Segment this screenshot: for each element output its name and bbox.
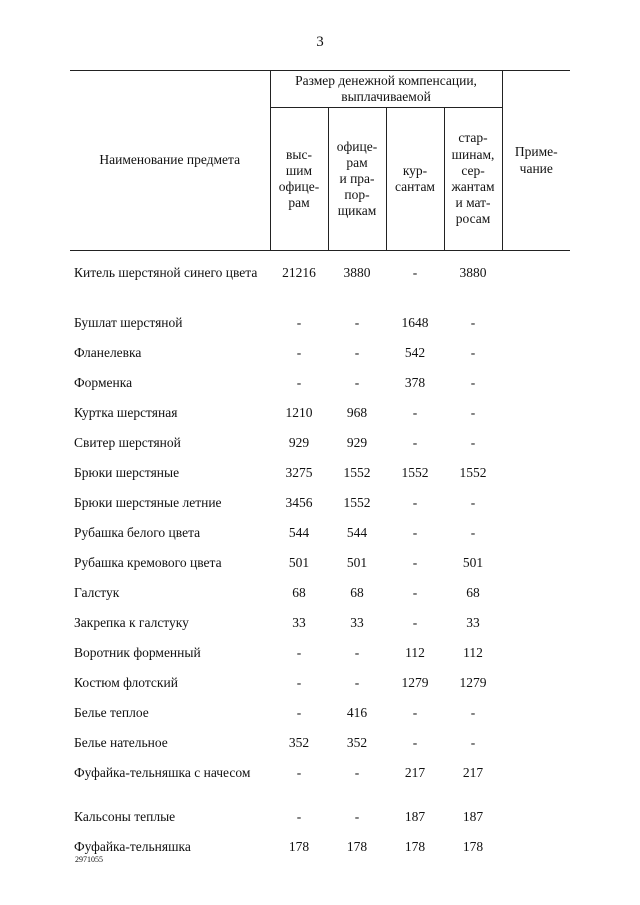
header-cadets: кур- сантам — [386, 108, 444, 251]
value-cell: - — [470, 315, 476, 330]
table-body — [70, 251, 570, 870]
note-cell — [502, 585, 570, 615]
item-name: Свитер шерстяной — [74, 435, 181, 450]
value-cell: 112 — [405, 645, 425, 660]
item-name: Бушлат шерстяной — [74, 315, 183, 330]
document-code: 2971055 — [75, 855, 103, 864]
table-row — [70, 809, 570, 839]
table-row — [70, 839, 570, 869]
value-cell: - — [354, 645, 360, 660]
value-cell: - — [354, 375, 360, 390]
value-cell: 416 — [346, 705, 368, 720]
note-cell — [502, 555, 570, 585]
value-cell: - — [412, 405, 418, 420]
value-cell: - — [470, 705, 476, 720]
value-cell: 1552 — [401, 465, 429, 480]
value-cell: - — [354, 675, 360, 690]
item-name: Закрепка к галстуку — [74, 615, 189, 630]
item-name: Фуфайка-тельняшка — [74, 839, 191, 854]
note-cell — [502, 645, 570, 675]
value-cell: - — [412, 705, 418, 720]
value-cell: 217 — [462, 765, 484, 780]
value-cell: - — [354, 765, 360, 780]
header-compensation-group: Размер денежной компенсации, выплачиваемой — [270, 71, 502, 108]
value-cell: 3880 — [343, 265, 371, 280]
header-item-name: Наименование предмета — [70, 71, 270, 251]
table-row — [70, 345, 570, 375]
item-name: Рубашка белого цвета — [74, 525, 201, 540]
note-cell — [502, 615, 570, 645]
value-cell: - — [412, 735, 418, 750]
value-cell: 929 — [346, 435, 368, 450]
table-row — [70, 375, 570, 405]
item-name: Куртка шерстяная — [74, 405, 178, 420]
item-name: Кальсоны теплые — [74, 809, 176, 824]
value-cell: - — [296, 375, 302, 390]
value-cell: 501 — [346, 555, 368, 570]
value-cell: - — [296, 675, 302, 690]
value-cell: - — [470, 375, 476, 390]
item-name: Белье нательное — [74, 735, 168, 750]
table-row — [70, 645, 570, 675]
value-cell: - — [412, 495, 418, 510]
table-row — [70, 495, 570, 525]
value-cell: - — [296, 765, 302, 780]
note-cell — [502, 405, 570, 435]
item-name: Китель шерстяной синего цвета — [74, 265, 258, 280]
note-cell — [502, 465, 570, 495]
value-cell: - — [296, 645, 302, 660]
table-row — [70, 315, 570, 345]
value-cell: 178 — [462, 839, 484, 854]
table-row — [70, 765, 570, 809]
value-cell: 1279 — [459, 675, 487, 690]
value-cell: 544 — [346, 525, 368, 540]
item-name: Брюки шерстяные — [74, 465, 180, 480]
value-cell: - — [412, 435, 418, 450]
table-row — [70, 555, 570, 585]
value-cell: 217 — [404, 765, 426, 780]
value-cell: 178 — [404, 839, 426, 854]
note-cell — [502, 435, 570, 465]
value-cell: - — [354, 315, 360, 330]
item-name: Костюм флотский — [74, 675, 178, 690]
value-cell: - — [412, 615, 418, 630]
table-row — [70, 675, 570, 705]
note-cell — [502, 839, 570, 869]
note-cell — [502, 765, 570, 809]
table-row — [70, 435, 570, 465]
note-cell — [502, 345, 570, 375]
value-cell: - — [412, 525, 418, 540]
note-cell — [502, 525, 570, 555]
value-cell: - — [354, 345, 360, 360]
item-name: Форменка — [74, 375, 133, 390]
value-cell: - — [354, 809, 360, 824]
value-cell: 542 — [404, 345, 426, 360]
value-cell: 33 — [292, 615, 306, 630]
value-cell: 112 — [463, 645, 483, 660]
value-cell: - — [412, 585, 418, 600]
value-cell: - — [470, 735, 476, 750]
value-cell: 1552 — [343, 465, 371, 480]
value-cell: 378 — [404, 375, 426, 390]
value-cell: 501 — [462, 555, 484, 570]
page-number: 3 — [316, 34, 324, 50]
value-cell: 33 — [350, 615, 364, 630]
header-officers-warrant: офице- рам и пра- пор- щикам — [328, 108, 386, 251]
value-cell: - — [296, 705, 302, 720]
value-cell: - — [470, 525, 476, 540]
value-cell: 352 — [346, 735, 368, 750]
note-cell — [502, 495, 570, 525]
note-cell — [502, 375, 570, 405]
value-cell: 68 — [350, 585, 364, 600]
table-row — [70, 705, 570, 735]
value-cell: 1552 — [459, 465, 487, 480]
item-name: Фуфайка-тельняшка с начесом — [74, 765, 251, 780]
table-row — [70, 525, 570, 555]
compensation-table — [70, 70, 570, 869]
value-cell: 544 — [288, 525, 310, 540]
value-cell: 352 — [288, 735, 310, 750]
value-cell: - — [412, 265, 418, 280]
table-row — [70, 465, 570, 495]
value-cell: - — [470, 495, 476, 510]
table-row — [70, 265, 570, 315]
value-cell: - — [296, 809, 302, 824]
value-cell: 3275 — [285, 465, 313, 480]
value-cell: 1210 — [285, 405, 313, 420]
header-note: Приме- чание — [502, 71, 570, 251]
item-name: Белье теплое — [74, 705, 149, 720]
note-cell — [502, 735, 570, 765]
table-row — [70, 405, 570, 435]
value-cell: - — [470, 435, 476, 450]
value-cell: 1552 — [343, 495, 371, 510]
value-cell: 68 — [466, 585, 480, 600]
value-cell: - — [470, 345, 476, 360]
header-senior-officers: выс- шим офице- рам — [270, 108, 328, 251]
value-cell: 1279 — [401, 675, 429, 690]
value-cell: 21216 — [282, 265, 316, 280]
item-name: Галстук — [74, 585, 120, 600]
note-cell — [502, 705, 570, 735]
item-name: Брюки шерстяные летние — [74, 495, 222, 510]
value-cell: - — [470, 405, 476, 420]
value-cell: 3880 — [459, 265, 487, 280]
item-name: Рубашка кремового цвета — [74, 555, 222, 570]
table-row — [70, 735, 570, 765]
table-row — [70, 615, 570, 645]
note-cell — [502, 265, 570, 315]
item-name: Воротник форменный — [74, 645, 201, 660]
header-sergeants-sailors: стар- шинам, сер- жантам и мат- росам — [444, 108, 502, 251]
value-cell: - — [412, 555, 418, 570]
value-cell: 187 — [404, 809, 426, 824]
note-cell — [502, 315, 570, 345]
note-cell — [502, 675, 570, 705]
value-cell: 3456 — [285, 495, 313, 510]
value-cell: 68 — [292, 585, 306, 600]
value-cell: 178 — [346, 839, 368, 854]
value-cell: - — [296, 315, 302, 330]
value-cell: 501 — [288, 555, 310, 570]
item-name: Фланелевка — [74, 345, 142, 360]
value-cell: 178 — [288, 839, 310, 854]
value-cell: 187 — [462, 809, 484, 824]
table-row — [70, 585, 570, 615]
value-cell: 1648 — [401, 315, 429, 330]
value-cell: 968 — [346, 405, 368, 420]
note-cell — [502, 809, 570, 839]
value-cell: 33 — [466, 615, 480, 630]
value-cell: 929 — [288, 435, 310, 450]
value-cell: - — [296, 345, 302, 360]
